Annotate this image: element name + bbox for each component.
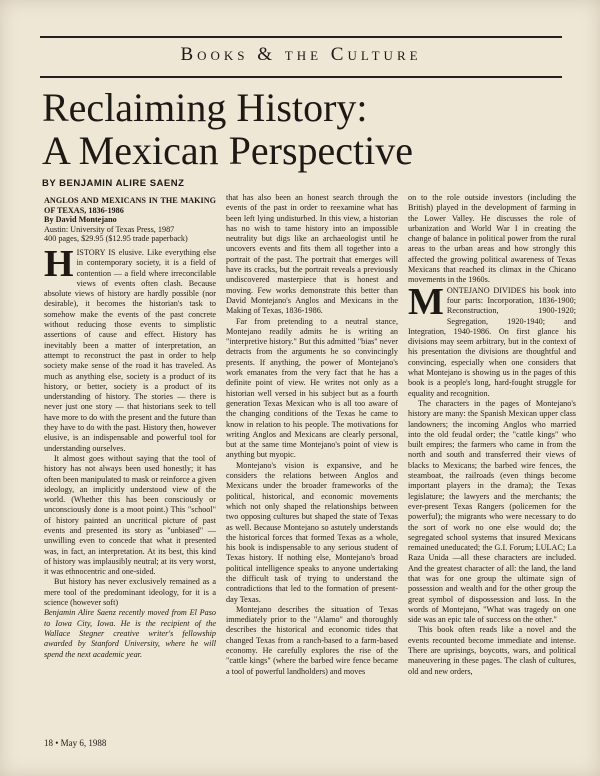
paragraph: that has also been an honest search through the events of the past in order to reexamine what has been left lying undisturbed. In this view, a historian has no wish to tame history into an impossible neutrality but digs like an archaeologist until he uncovers events and fits them all together into a portrait of the past. The portrait that emerges will have its cracks, but the portrait reveals a previously undiscovered masterpiece that is honest and moving. Few works demonstrate this better than David Montejano's Anglos and Mexicans in the Making of Texas, 1836-1986. xyxy=(226,193,398,316)
paragraph: The characters in the pages of Montejano's history are many: the Spanish Mexican upper class landowners; the incoming Anglos who married into the old feudal order; the "cattle kings" who built empires; the farmers who came in from the north and south and transferred their views of blacks to Mexicans; the barbed wire fences, the steamboat, the railroads (even things become important players in the drama); the Texas legislature; the lawyers and the merchants; the ever-present Texas Rangers (policemen for the powerful); the migrants who were necessary to do the sort of work no one else would do; the segregated school systems that insured Mexicans remained uneducated; the G.I. Forum; LULAC; La Raza Unida —all these characters are included. And the greatest character of all: the land, the land that was for one group the ultimate sign of possession and wealth and for the other group the great symbol of dispossession and loss. In the words of Montejano, "What was tragedy on one side was an epic tale of success on the other." xyxy=(408,398,576,625)
paragraph xyxy=(44,242,216,454)
paragraph: This book often reads like a novel and the events recounted become immediate and intense. There are uprisings, boycotts, wars, and political maneuvering in these pages. The clash of cultures, old and new orders, xyxy=(408,625,576,676)
paragraph: Montejano describes the situation of Texas immediately prior to the "Alamo" and thoroughly describes the historical and economic tides that changed Texas from a ranch-based to a farm-based economy. He carefully explores the rise of the "cattle kings" (where the barbed wire fence became a tool of powerful landholders) and moves xyxy=(226,604,398,676)
paragraph xyxy=(408,280,576,399)
column-3 xyxy=(408,193,576,723)
paragraph: Far from pretending to a neutral stance, Montejano readily admits he is writing an "interpretive history." But this admitted "bias" never detracts from the arguments he so convincingly presents. If anything, the power of Montejano's work emanates from the very fact that he has a definite point of view. He writes not only as a historian well versed in his subject but as a fourth generation Texas Mexican who is all too aware of the changing conditions of the Texas he came to know in relation to his people. The motivations for writing Anglos and Mexicans are clearly personal, but at the same time Montejano's point of view is anything but myopic. xyxy=(226,316,398,460)
book-info xyxy=(44,196,216,244)
column-2 xyxy=(226,193,398,723)
header-rule-top xyxy=(40,36,562,38)
book-title: ANGLOS AND MEXICANS IN THE MAKING OF TEXAS, 1836-1986 xyxy=(44,196,216,215)
paragraph-text: ISTORY IS elusive. Like everything else in contemporary society, it is a field of contention — a field where irreconcilable views of events often clash. Because absolute views of history are hardly possible (nor desirable), it becomes the historian's task to somehow make the events of the past concrete without reducing those events to simplistic assertions of cause and effect. History has inevitably been a matter of interpretation, an attempt to reconstruct the past in order to help society make sense of the road it has traveled. As much as anything else, society is a product of its history, or better, society is a product of its understanding of history. The stories — there is never just one story — that historians seek to tell have more to do with the present and the future than they have to do with the past. History then, however elusive, is an indispensable and powerful tool for understanding ourselves. xyxy=(44,247,216,453)
author-bio: Benjamin Alire Saenz recently moved from El Paso to Iowa City, Iowa. He is the recipient of the Wallace Stegner creative writer's fellowship awarded by Stanford University, where he will spend the next academic year. xyxy=(44,608,216,659)
paragraph: It almost goes without saying that the tool of history has not always been used honestly; it has often been manipulated to mask or reinforce a given ideology, an implicitly understood view of the world. (Whether this has been consciously or unconsciously done is a moot point.) This "school" of history painted an uncritical picture of past events and presented its story as "unbiased" — unwilling even to concede that what it presented was, in fact, an interpretation. At its best, this kind of history was implausibly neutral; at its very worst, it was ethnocentric and one-sided. xyxy=(44,453,216,577)
book-publisher: Austin: University of Texas Press, 1987 xyxy=(44,224,175,234)
drop-cap: M xyxy=(408,280,444,323)
book-details: 400 pages, $29.95 ($12.95 trade paperback) xyxy=(44,234,188,244)
paragraph-text: ONTEJANO DIVIDES his book into four parts: Incorporation, 1836-1900; Reconstruction, 1900-1920; Segregation, 1920-1940; and Integration, 1940-1986. On first glance his divisions may seem arbitrary, but in the context of his presentation the divisions are thoughtful and convincing, especially when one considers that what Montejano is showing us in the pages of this book is a people's long, hard-fought struggle for equality and recognition. xyxy=(408,285,576,398)
headline-line-1: Reclaiming History: xyxy=(42,85,368,130)
article-headline xyxy=(42,86,562,172)
book-author: By David Montejano xyxy=(44,215,117,225)
paragraph: But history has never exclusively remained as a mere tool of the predominant ideology, for it is a science (however soft) xyxy=(44,577,216,608)
paragraph: on to the role outside investors (including the British) played in the development of farming in the Lower Valley. He discusses the role of urbanization and World War I in creating the change of balance in political power from the rural areas to the urban areas and how strongly this affected the growing political awareness of Texas Mexicans that reached its climax in the Chicano movements in the 1960s. xyxy=(408,193,576,285)
section-header: Books & the Culture xyxy=(180,44,422,65)
byline: BY BENJAMIN ALIRE SAENZ xyxy=(42,178,185,189)
drop-cap: H xyxy=(44,242,74,285)
headline-line-2: A Mexican Perspective xyxy=(42,128,413,173)
paragraph: Montejano's vision is expansive, and he considers the relations between Anglos and Mexicans under the broader frameworks of the political, historical, and economic movements which not only shaped the relationships between two opposing cultures but shaped the state of Texas as well. Because Montejano so astutely understands the historical forces that formed Texas as a whole, his book is indispensable to any serious student of Texas history. If nothing else, Montejano's broad political intelligence speaks to anyone undertaking the difficult task of trying to understand the contradictions that led to the formation of present-day Texas. xyxy=(226,460,398,604)
page-footer: 18 • May 6, 1988 xyxy=(44,738,107,748)
column-1 xyxy=(44,196,216,726)
header-rule-bottom xyxy=(40,76,562,78)
